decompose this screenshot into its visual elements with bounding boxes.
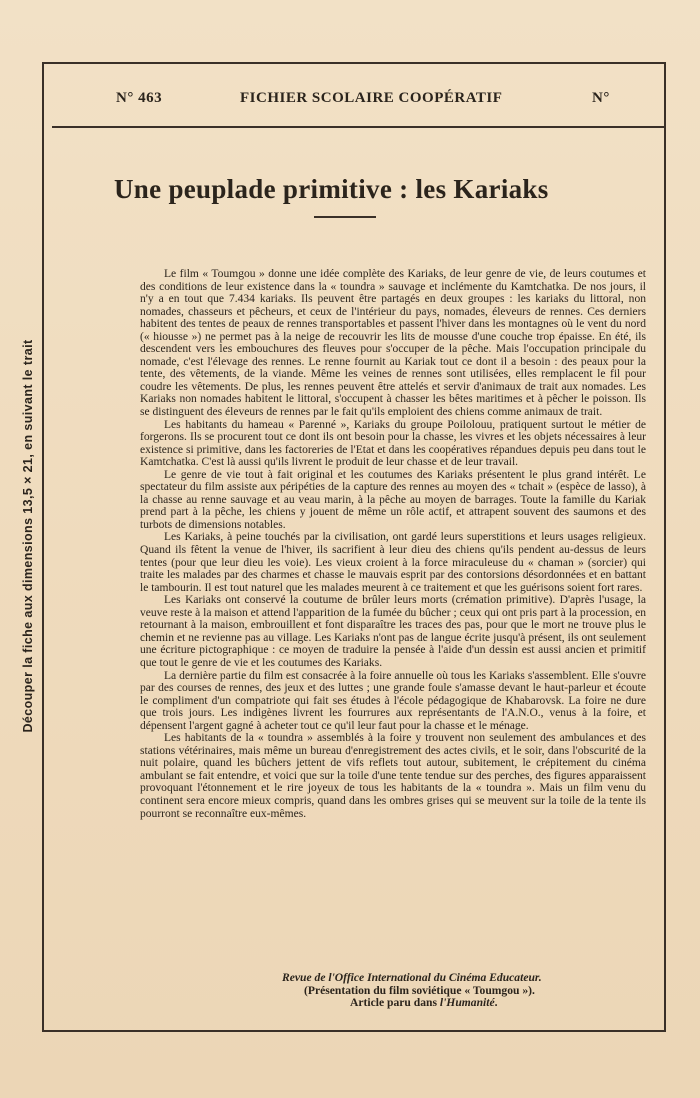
card-secondary-number: N°: [592, 90, 610, 106]
paragraph: Les Kariaks ont conservé la coutume de brûler leurs morts (crémation primitive). D'après l'usage, la veuve reste à la maison et attend l'apparition de la fumée du bûcher ; ceux qui ont pris part à la procession, en retournant à la maison, embrouillent et font disparaître les traces des pas, pour que le mort ne trouve plus le chemin et ne revienne pas au village. Les Kariaks n'ont pas de langue écrite jusqu'à présent, ils ont seulement une écriture pictographique : ce moyen de traduire la pensée à l'aide d'un dessin est aussi ancien et primitif que tout le genre de vie et les coutumes des Kariaks.: [140, 594, 646, 669]
paragraph: Le genre de vie tout à fait original et les coutumes des Kariaks présentent le plus grand intérêt. Le spectateur du film assiste aux péripéties de la capture des rennes au moyen des « tchait » (espèce de lasso), à la chasse au renne sauvage et au veau marin, à la pêche au moyen de barrages. Toute la famille du Kariak prend part à la pêche, les chiens y jouent de même un rôle actif, et attrapent souvent des saumons et des turbots de dimensions notables.: [140, 468, 646, 531]
title-underline: [314, 216, 376, 218]
paragraph: La dernière partie du film est consacrée à la foire annuelle où tous les Kariaks s'assemblent. Elle s'ouvre par des courses de rennes, des jeux et des luttes ; une grande foule s'amasse devant le haut-parleur et écoute le compliment d'un compatriote qui fait ses études à l'école pédagogique de Khabarovsk. La foire ne dure que trois jours. Les indigènes livrent les fourrures aux représentants de l'A.N.O., venus à la foire, et dépensent l'argent gagné à acheter tout ce qu'il leur faut pour la chasse et le ménage.: [140, 669, 646, 732]
source-newspaper: l'Humanité: [439, 996, 495, 1010]
source-line-review: Revue de l'Office International du Cinéma Educateur.: [282, 971, 542, 984]
paragraph: Les habitants du hameau « Parenné », Kariaks du groupe Poilolouu, pratiquent surtout le métier de forgerons. Ils se procurent tout ce dont ils ont besoin pour la chasse, les vivres et les objets nécessaires à leur existence si primitive, dans les factoreries de l'Etat et dans les coopératives répandues depuis peu dans tout le Kamtchatka. C'est là aussi qu'ils livrent le produit de leur chasse et de leur travail.: [140, 418, 646, 469]
paragraph: Le film « Toumgou » donne une idée complète des Kariaks, de leur genre de vie, de leurs coutumes et des conditions de leur existence dans la « toundra » sauvage et inclémente du Kamtchatka. De nos jours, il n'y a en tout que 7.434 kariaks. Ils peuvent être partagés en deux groupes : les kariaks du littoral, non nomades, chasseurs et pêcheurs, et ceux de l'intérieur du pays, nomades, éleveurs de rennes. Ces derniers habitent des tentes de peaux de rennes transportables et passent l'hiver dans les montagnes où le vent du nord (« hiousse ») ne permet pas à la neige de recouvrir les lits de mousse d'une couche trop épaisse. En été, ils descendent vers les embouchures des fleuves pour s'occuper de la pêche. Mais l'occupation principale du nomade, c'est l'élevage des rennes. Le renne fournit au Kariak tout ce dont il a besoin : des peaux pour la tente, des vêtements, de la viande. Même les veines de rennes sont utilisées, elles remplacent le fil pour coudre les vêtements. De plus, les rennes peuvent être attelés et servir d'animaux de trait aux nomades. Les Kariaks non nomades habitent le littoral, s'occupent à chasser les bêtes maritimes et à pêcher le poisson. Ils se distinguent des éleveurs de rennes par le fait qu'ils emploient des chiens comme animaux de trait.: [140, 268, 646, 419]
source-line-presentation: (Présentation du film soviétique « Toumgou »).: [304, 983, 535, 997]
card-header: [44, 90, 664, 112]
article-body: [140, 268, 646, 820]
paragraph: Les Kariaks, à peine touchés par la civilisation, ont gardé leurs superstitions et leurs usages religieux. Quand ils fêtent la venue de l'hiver, ils sacrifient à leur dieu des chiens qu'ils pendent au-dessus de leurs tentes (pour que leur dieu les voie). Les vieux croient à la force miraculeuse du « chaman » (sorcier) qui traite les malades par des charmes et chasse le mauvais esprit par des contorsions désordonnées et en battant le tambourin. Il est tout naturel que les malades meurent à ce traitement et que les guérisons soient fort rares.: [140, 531, 646, 594]
article-title: Une peuplade primitive : les Kariaks: [114, 174, 549, 204]
header-divider: [52, 126, 664, 128]
card-frame: [42, 62, 666, 1032]
card-number: N° 463: [116, 90, 163, 106]
article-source: [140, 972, 646, 1010]
card-series-title: FICHIER SCOLAIRE COOPÉRATIF: [240, 90, 503, 106]
source-line-article: [140, 997, 646, 1010]
cutting-instruction: Découper la fiche aux dimensions 13,5 × 21, en suivant le trait: [21, 339, 35, 733]
source-article-suffix: .: [494, 996, 498, 1010]
paragraph: Les habitants de la « toundra » assemblés à la foire y trouvent non seulement des ambulances et des stations vétérinaires, mais même un bureau d'enregistrement des actes civils, et le soir, dans l'obscurité de la nuit polaire, quand les bûchers jettent de vifs reflets tout autour, subitement, le crépitement du cinéma ambulant se fait entendre, et voici que sur la toile d'une tente tendue sur des perches, des figures apparaissent provoquant l'étonnement et le rire joyeux de tous les habitants de la « toundra ». Mais un film venu du continent sera encore mieux compris, quand dans les ombres grises qui se meuvent sur la toile de la tente ils pourront se reconnaître eux-mêmes.: [140, 732, 646, 820]
source-article-prefix: Article paru dans: [350, 996, 440, 1010]
